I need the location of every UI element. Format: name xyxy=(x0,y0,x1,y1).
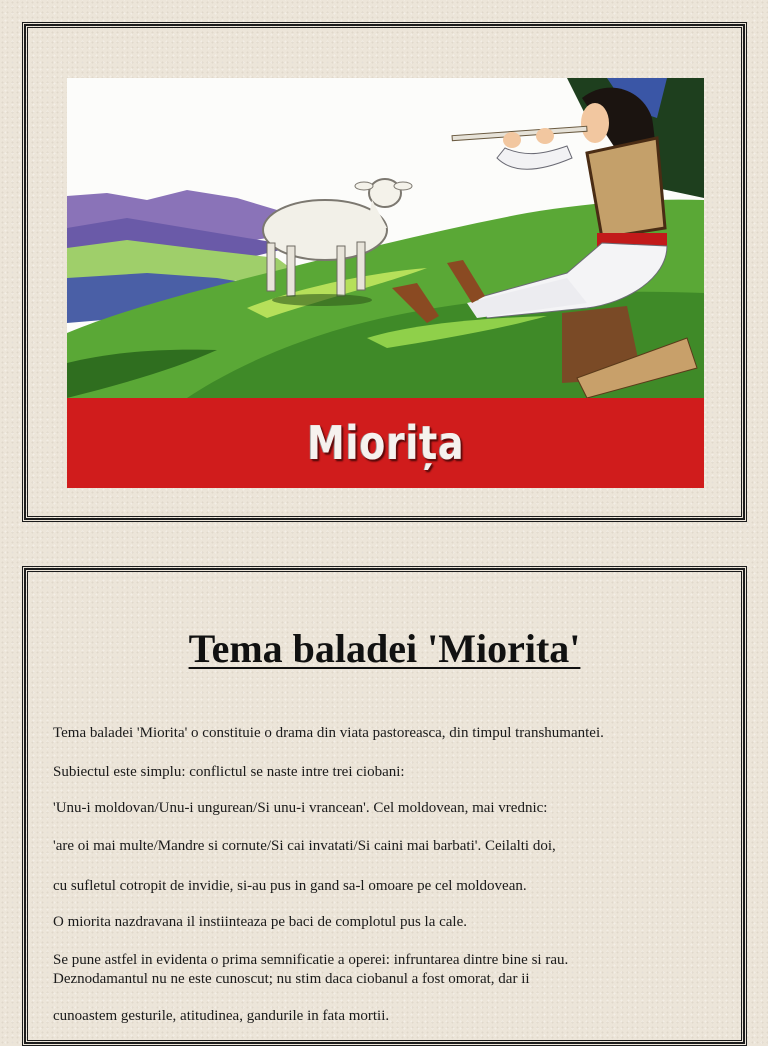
slide-cover xyxy=(22,22,747,522)
paragraph: 'Unu-i moldovan/Unu-i ungurean/Si unu-i vrancean'. Cel moldovean, mai vrednic: xyxy=(53,800,548,816)
paragraph: cu sufletul cotropit de invidie, si-au pus in gand sa-l omoare pe cel moldovean. xyxy=(53,878,527,894)
paragraph: cunoastem gesturile, atitudinea, gandurile in fata mortii. xyxy=(53,1008,390,1024)
shepherd-sheep-scene xyxy=(67,78,704,398)
title-banner xyxy=(67,398,704,488)
paragraph: Subiectul este simplu: conflictul se naste intre trei ciobani: xyxy=(53,764,405,780)
slide-theme xyxy=(22,566,747,1046)
paragraph: O miorita nazdravana il instiinteaza pe baci de complotul pus la cale. xyxy=(53,914,468,930)
paragraph: Tema baladei 'Miorita' o constituie o drama din viata pastoreasca, din timpul transhumantei. xyxy=(53,725,604,741)
page-title: Tema baladei 'Miorita' xyxy=(188,626,581,671)
paragraph: Se pune astfel in evidenta o prima semnificatie a operei: infruntarea dintre bine si rau. xyxy=(53,952,569,968)
banner-title: Miorița xyxy=(306,416,465,470)
paragraph: Deznodamantul nu ne este cunoscut; nu stim daca ciobanul a fost omorat, dar ii xyxy=(53,971,530,987)
cover-illustration xyxy=(67,78,704,398)
paragraph: 'are oi mai multe/Mandre si cornute/Si cai invatati/Si caini mai barbati'. Ceilalti doi, xyxy=(53,838,556,854)
